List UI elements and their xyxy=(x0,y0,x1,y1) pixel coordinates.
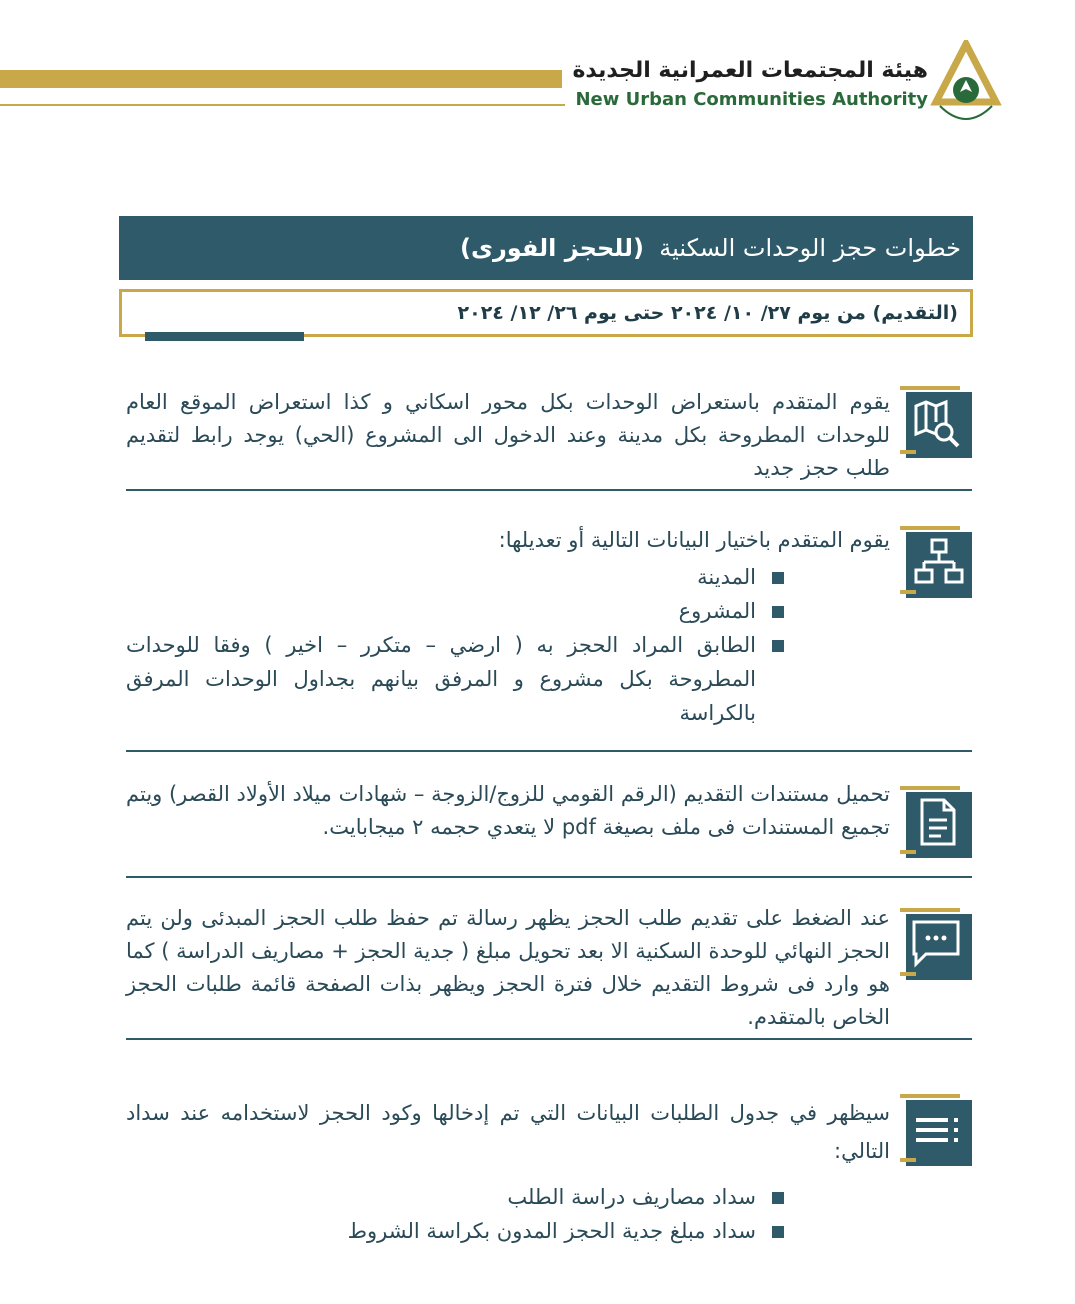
step-divider xyxy=(126,489,972,491)
step-4-text: عند الضغط على تقديم طلب الحجز يظهر رسالة تم حفظ طلب الحجز المبدئى ولن يتم الحجز النهائي للوحدة السكنية الا بعد تحويل مبلغ ( جدية الحجز + مصاريف الدراسة ) كما هو وارد فى شروط التقديم خلال فترة الحجز ويظهر بذات الصفحة قائمة طلبات الحجز الخاص بالمتقدم. xyxy=(126,906,890,1029)
title-main: خطوات حجز الوحدات السكنية xyxy=(659,234,961,262)
date-range-box xyxy=(119,289,973,337)
chat-bubble-icon xyxy=(896,904,972,980)
list-item: سداد مبلغ جدية الحجز المدون بكراسة الشروط xyxy=(126,1214,784,1248)
org-name-english: New Urban Communities Authority xyxy=(575,89,928,110)
map-search-icon xyxy=(896,382,972,458)
list-item: المشروع xyxy=(126,594,784,628)
date-box-accent-bar xyxy=(145,332,304,341)
step-5-bullet-list xyxy=(126,1180,784,1248)
step-2-bullet-list xyxy=(126,560,784,730)
list-item: الطابق المراد الحجز به ( ارضي – متكرر – اخير ) وفقا للوحدات المطروحة بكل مشروع و المرفق بيانهم بجداول الوحدات المرفق بالكراسة xyxy=(126,628,784,730)
step-1-text: يقوم المتقدم باستعراض الوحدات بكل محور اسكاني و كذا استعراض الموقع العام للوحدات المطروحة بكل مدينة وعند الدخول الى المشروع (الحي) يوجد رابط لتقديم طلب حجز جديد xyxy=(126,390,890,480)
header-gold-bar xyxy=(0,70,562,88)
list-item: المدينة xyxy=(126,560,784,594)
sitemap-icon xyxy=(896,522,972,598)
list-item: سداد مصاريف دراسة الطلب xyxy=(126,1180,784,1214)
title-banner xyxy=(119,216,973,280)
step-2-text: يقوم المتقدم باختيار البيانات التالية أو تعديلها: xyxy=(498,528,890,552)
step-3-text: تحميل مستندات التقديم (الرقم القومي للزوج/الزوجة – شهادات ميلاد الأولاد القصر) ويتم تجميع المستندات فى ملف بصيغة pdf لا يتعدي حجمه ٢ ميجابايت. xyxy=(126,782,890,839)
step-divider xyxy=(126,1038,972,1040)
step-divider xyxy=(126,750,972,752)
title-highlight: (للحجز الفورى) xyxy=(460,234,645,262)
org-name-arabic: هيئة المجتمعات العمرانية الجديدة xyxy=(572,58,928,83)
step-5-text: سيظهر في جدول الطلبات البيانات التي تم إدخالها وكود الحجز لاستخدامه عند سداد التالي: xyxy=(126,1101,890,1163)
date-range-text: (التقديم) من يوم ٢٧/ ١٠/ ٢٠٢٤ حتى يوم ٢٦/ ١٢/ ٢٠٢٤ xyxy=(457,302,958,324)
list-icon xyxy=(896,1090,972,1166)
header-gold-line xyxy=(0,104,565,106)
authority-logo-icon xyxy=(930,40,1002,130)
page-title xyxy=(460,216,961,280)
document-icon xyxy=(896,782,972,858)
step-divider xyxy=(126,876,972,878)
